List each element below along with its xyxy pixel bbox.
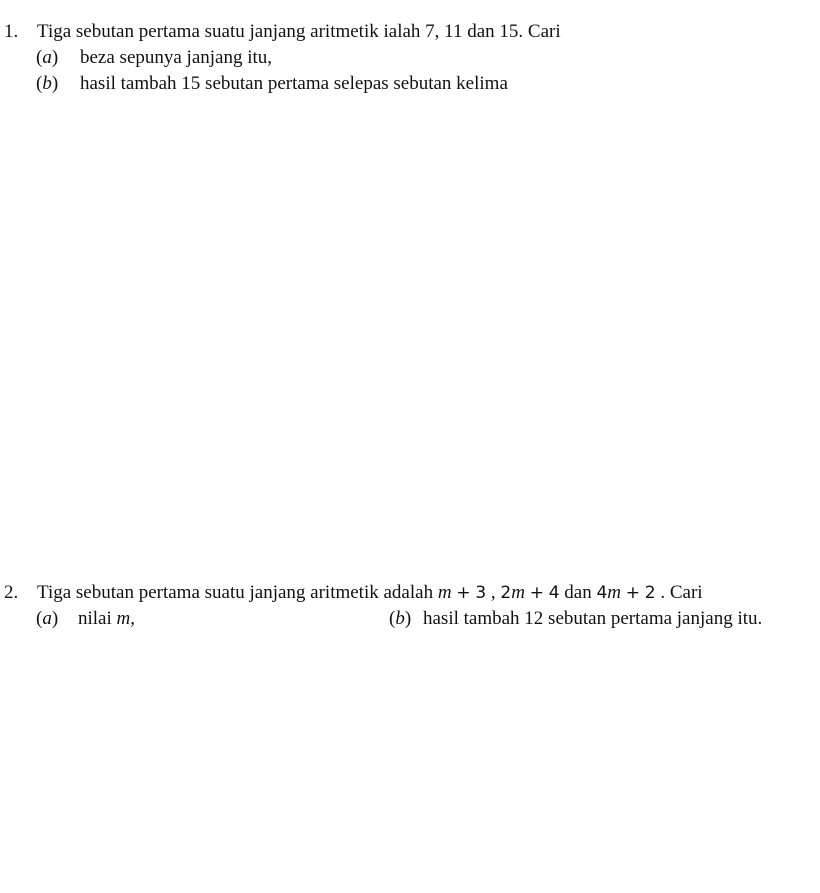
term3-variable: m [607, 582, 622, 603]
term2-variable: m [511, 582, 525, 603]
question-2-stem-prefix: Tiga sebutan pertama suatu janjang aritmetik adalah [37, 582, 434, 603]
question-1-stem: Tiga sebutan pertama suatu janjang aritmetik ialah 7, 11 dan 15. Cari [37, 21, 561, 42]
question-1-part-b-text: hasil tambah 15 sebutan pertama selepas sebutan kelima [80, 73, 508, 94]
term1-variable: m [437, 582, 452, 603]
question-2-stem: Tiga sebutan pertama suatu janjang aritmetik adalah m + 3 , 2m + 4 dan 4m + 2 . Cari [37, 582, 703, 603]
question-1-part-b-label: (b) [36, 73, 59, 94]
question-1-part-a-label: (a) [36, 47, 59, 68]
question-2-part-a-text: nilai m, [78, 608, 136, 629]
question-2-part-b-text: hasil tambah 12 sebutan pertama janjang itu. [423, 608, 763, 629]
question-2-part-b-label: (b) [389, 608, 412, 629]
question-1-part-a-text: beza sepunya janjang itu, [80, 47, 273, 68]
question-2-number: 2. [4, 582, 19, 603]
question-2-part-a-label: (a) [36, 608, 59, 629]
question-1-number: 1. [4, 21, 19, 42]
